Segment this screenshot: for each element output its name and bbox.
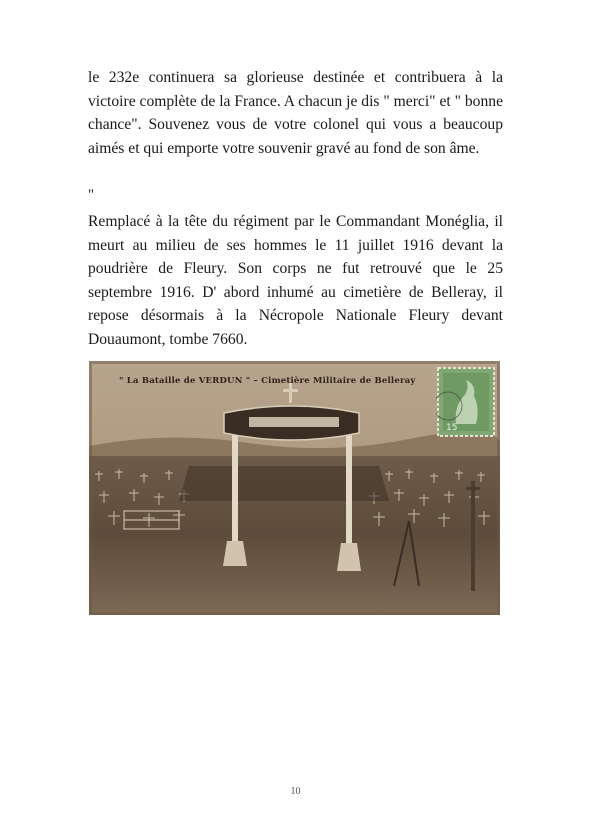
postcard-caption: " La Bataille de VERDUN " – Cimetière Militaire de Belleray: [119, 376, 416, 386]
page-number: 10: [290, 786, 301, 797]
paragraph-colonel-farewell: le 232e continuera sa glorieuse destinée et contribuera à la victoire complète de la France. A chacun je dis " merci" et " bonne chance". Souvenez vous de votre colonel qui vous a beaucoup aimés et qui emporte votre souvenir gravé au fond de son âme.: [88, 69, 503, 157]
postcard-photo-cemetery: [89, 361, 500, 615]
closing-quote-mark: ": [88, 187, 95, 203]
postage-stamp-icon: [436, 366, 496, 438]
paragraph-death-and-burial: Remplacé à la tête du régiment par le Commandant Monéglia, il meurt au milieu de ses hommes le 11 juillet 1916 devant la poudrière de Fleury. Son corps ne fut retrouvé que le 25 septembre 1916. D' abord inhumé au cimetière de Belleray, il repose désormais à la Nécropole Nationale Fleury devant Douaumont, tombe 7660.: [88, 213, 503, 348]
stamp-value: 15: [446, 423, 458, 433]
